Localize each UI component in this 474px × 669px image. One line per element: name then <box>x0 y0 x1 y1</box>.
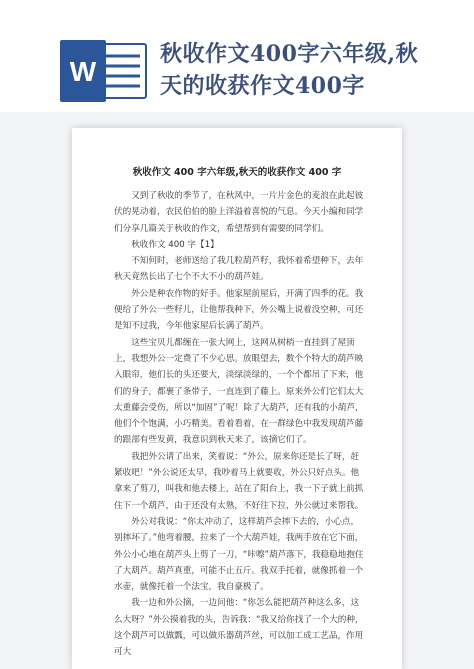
title-line-2: 天的收获作文400字 <box>160 73 365 99</box>
svg-text:W: W <box>69 56 97 87</box>
paragraph: 这些宝贝儿都缠在一张大网上，这网从树梢一直挂到了屋顶上，我想外公一定费了不少心思。放眼望去，数个个特大的葫芦映入眼帘，他们长的头还要大，淡绿淡绿的，一个个都吊了下来，他们的身子，都裹了条带子，一直连到了藤上。原来外公们它们太大太重藤会受伤，所以“加固”了呢！除了大葫芦，还有我的小葫芦，他们个个饱满，小巧精美。看着看着，在一群绿色中我发现葫芦藤的跟部有些发黄，我意识到秋天来了，该摘它们了。 <box>114 337 364 446</box>
document-title: 秋收作文 400 字六年级,秋天的收获作文 400 字 <box>132 167 342 178</box>
page-title <box>160 38 460 102</box>
paragraph: 我把外公请了出来，笑着说：“外公，原来你还是长了呀，赶紧收吧！”外公说还太早，我吵着马上就要收，外公只好点头。他拿来了剪刀，叫我和他去楼上，站在了阳台上，我一下子就上前抓住下一个葫芦，由于还没有太熟，不好往下拉，外公就过来帮我。 <box>114 451 364 511</box>
paragraph: 外公是种农作物的好手。他家屋前屋后，开满了四季的花。我便给了外公一些籽儿，让他帮我种下，外公嘴上说着没空种，可还是知不过我，今年他家屋后长满了葫芦。 <box>114 288 364 332</box>
paragraph: 不知何时，老师送给了我几粒葫芦籽，我怀着希望种下，去年秋天竟然长出了七个不大不小的葫芦娃。 <box>114 256 364 283</box>
title-line-1: 秋收作文400字六年级,秋 <box>160 41 419 67</box>
paragraph: 又到了秋收的季节了，在秋风中，一片片金色的麦浪在此起彼伏的晃动着，农民伯伯的脸上洋溢着喜悦的气息。今天小编和同学们分享几篇关于秋收的作文，希望帮到有需要的同学们。 <box>114 191 364 234</box>
page-header <box>0 0 474 112</box>
document-page[interactable] <box>72 128 402 669</box>
paragraph: 我一边和外公摘，一边问他：“你怎么能把葫芦种这么多，这么大呀？”外公摸着我的头，告诉我：“我又给你找了一个大的种，这个葫芦可以做瓢，可以做乐器葫芦丝，可以加工成工艺品，作用可大 <box>114 598 364 658</box>
document-body <box>114 188 366 661</box>
paragraph: 秋收作文 400 字【1】 <box>131 239 219 250</box>
word-document-icon <box>58 40 150 102</box>
paragraph: 外公对我说：“你太冲动了，这样葫芦会摔下去的，小心点，别摔坏了。”他弯着腰，拉来了一个大葫芦娃，我两手放在它下面，外公小心地在葫芦头上剪了一刀，“咔嚓”葫芦落下，我稳稳地抱住了大葫芦。葫芦真重，可能不止五斤。我双手托着，就像抓着一个水壶，就像托着一个法宝，我自豪极了。 <box>114 516 364 593</box>
